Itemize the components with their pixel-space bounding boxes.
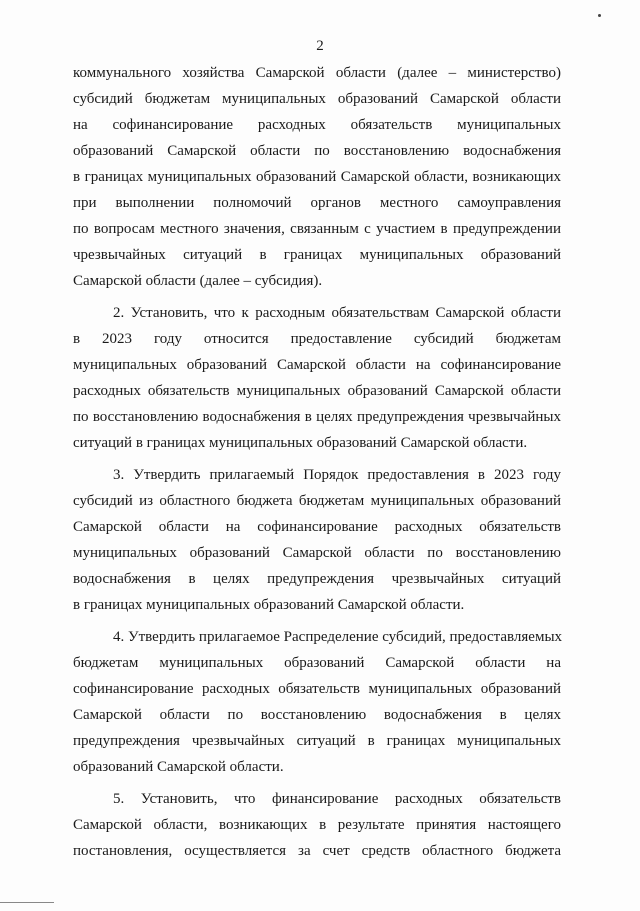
scan-speck bbox=[598, 14, 601, 17]
text-line: Самарской области (далее – субсидия). bbox=[73, 273, 323, 289]
text-line: в границах муниципальных образований Самарской области, возникающих bbox=[73, 169, 561, 185]
text-line: при выполнении полномочий органов местного самоуправления bbox=[73, 195, 561, 211]
scan-edge-line bbox=[0, 902, 54, 903]
text-line: в 2023 году относится предоставление субсидий бюджетам bbox=[73, 331, 561, 347]
text-line: софинансирование расходных обязательств муниципальных образований bbox=[73, 681, 561, 697]
text-line: образований Самарской области. bbox=[73, 759, 284, 775]
text-line: постановления, осуществляется за счет средств областного бюджета bbox=[73, 843, 561, 859]
text-line: расходных обязательств муниципальных образований Самарской области bbox=[73, 383, 561, 399]
paragraph-5 bbox=[73, 786, 561, 864]
text-line: Самарской области, возникающих в результате принятия настоящего bbox=[73, 817, 561, 833]
text-line: по восстановлению водоснабжения в целях предупреждения чрезвычайных bbox=[73, 409, 561, 425]
page-number: 2 bbox=[316, 38, 324, 54]
text-line: образований Самарской области по восстановлению водоснабжения bbox=[73, 143, 561, 159]
text-line: на софинансирование расходных обязательств муниципальных bbox=[73, 117, 561, 133]
text-line: субсидий из областного бюджета бюджетам муниципальных образований bbox=[73, 493, 561, 509]
paragraph-3 bbox=[73, 462, 561, 618]
text-line: 4. Утвердить прилагаемое Распределение субсидий, предоставляемых bbox=[113, 629, 563, 645]
text-line: по вопросам местного значения, связанным с участием в предупреждении bbox=[73, 221, 561, 237]
text-line: 3. Утвердить прилагаемый Порядок предоставления в 2023 году bbox=[113, 467, 561, 483]
text-line: Самарской области по восстановлению водоснабжения в целях bbox=[73, 707, 561, 723]
paragraph-4 bbox=[73, 624, 561, 780]
text-line: 5. Установить, что финансирование расходных обязательств bbox=[113, 791, 561, 807]
text-line: Самарской области на софинансирование расходных обязательств bbox=[73, 519, 561, 535]
text-line: 2. Установить, что к расходным обязательствам Самарской области bbox=[113, 305, 561, 321]
text-line: муниципальных образований Самарской области на софинансирование bbox=[73, 357, 561, 373]
text-line: бюджетам муниципальных образований Самарской области на bbox=[73, 655, 561, 671]
text-line: субсидий бюджетам муниципальных образований Самарской области bbox=[73, 91, 561, 107]
text-line: водоснабжения в целях предупреждения чрезвычайных ситуаций bbox=[73, 571, 561, 587]
text-line: ситуаций в границах муниципальных образований Самарской области. bbox=[73, 435, 528, 451]
document-body bbox=[73, 60, 561, 864]
text-line: предупреждения чрезвычайных ситуаций в границах муниципальных bbox=[73, 733, 561, 749]
text-line: чрезвычайных ситуаций в границах муниципальных образований bbox=[73, 247, 561, 263]
text-line: коммунального хозяйства Самарской области (далее – министерство) bbox=[73, 65, 561, 81]
paragraph-2 bbox=[73, 300, 561, 456]
text-line: в границах муниципальных образований Самарской области. bbox=[73, 597, 465, 613]
paragraph-1 bbox=[73, 60, 561, 294]
text-line: муниципальных образований Самарской области по восстановлению bbox=[73, 545, 561, 561]
